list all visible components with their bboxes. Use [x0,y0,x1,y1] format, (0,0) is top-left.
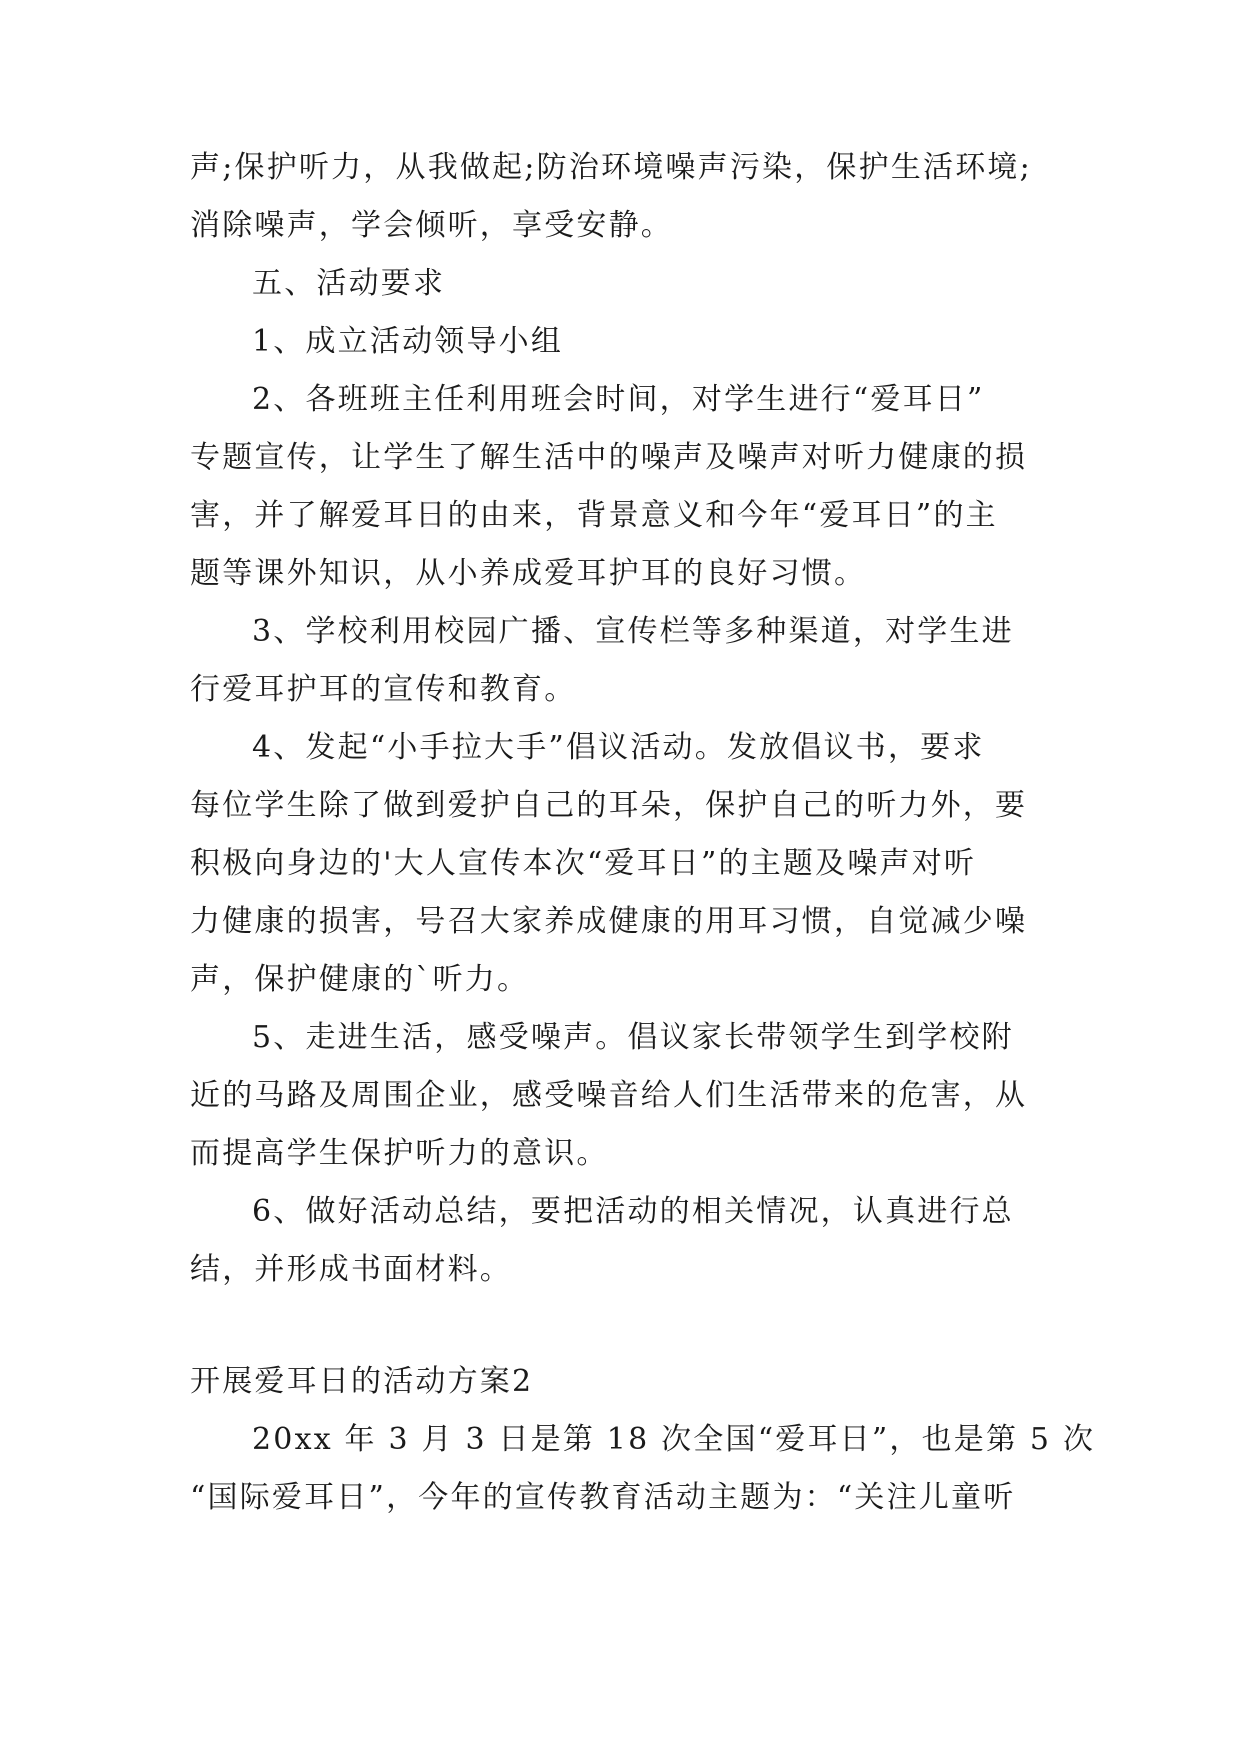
list-item: 3、学校利用校园广播、宣传栏等多种渠道，对学生进 [252,614,1014,649]
body-text-line: 专题宣传，让学生了解生活中的噪声及噪声对听力健康的损 [190,440,1028,475]
list-item: 1、成立活动领导小组 [252,324,564,359]
body-text-line: 力健康的损害，号召大家养成健康的用耳习惯，自觉减少噪 [190,904,1028,939]
list-item: 4、发起“小手拉大手”倡议活动。发放倡议书，要求 [252,730,985,765]
body-text-line: “国际爱耳日”，今年的宣传教育活动主题为：“关注儿童听 [190,1480,1016,1515]
body-text-line: 而提高学生保护听力的意识。 [190,1136,609,1171]
body-text-line: 消除噪声，学会倾听，享受安静。 [190,208,673,243]
section-heading: 五、活动要求 [252,266,446,301]
body-text-line: 声，保护健康的`听力。 [190,962,530,997]
section-title: 开展爱耳日的活动方案2 [190,1364,534,1399]
body-text-line: 害，并了解爱耳日的由来，背景意义和今年“爱耳日”的主 [190,498,998,533]
list-item: 5、走进生活，感受噪声。倡议家长带领学生到学校附 [252,1020,1014,1055]
body-text-line: 题等课外知识，从小养成爱耳护耳的良好习惯。 [190,556,867,591]
list-item: 6、做好活动总结，要把活动的相关情况，认真进行总 [252,1194,1014,1229]
body-text-line: 近的马路及周围企业，感受噪音给人们生活带来的危害，从 [190,1078,1028,1113]
body-text-line: 行爱耳护耳的宣传和教育。 [190,672,577,707]
body-text-line: 积极向身边的'大人宣传本次“爱耳日”的主题及噪声对听 [190,846,977,881]
body-text-line: 声;保护听力，从我做起;防治环境噪声污染，保护生活环境; [190,150,1032,185]
body-text-line: 每位学生除了做到爱护自己的耳朵，保护自己的听力外，要 [190,788,1028,823]
list-item: 2、各班班主任利用班会时间，对学生进行“爱耳日” [252,382,985,417]
body-text-line: 结，并形成书面材料。 [190,1252,512,1287]
body-text-line: 20xx 年 3 月 3 日是第 18 次全国“爱耳日”，也是第 5 次 [252,1422,1096,1457]
